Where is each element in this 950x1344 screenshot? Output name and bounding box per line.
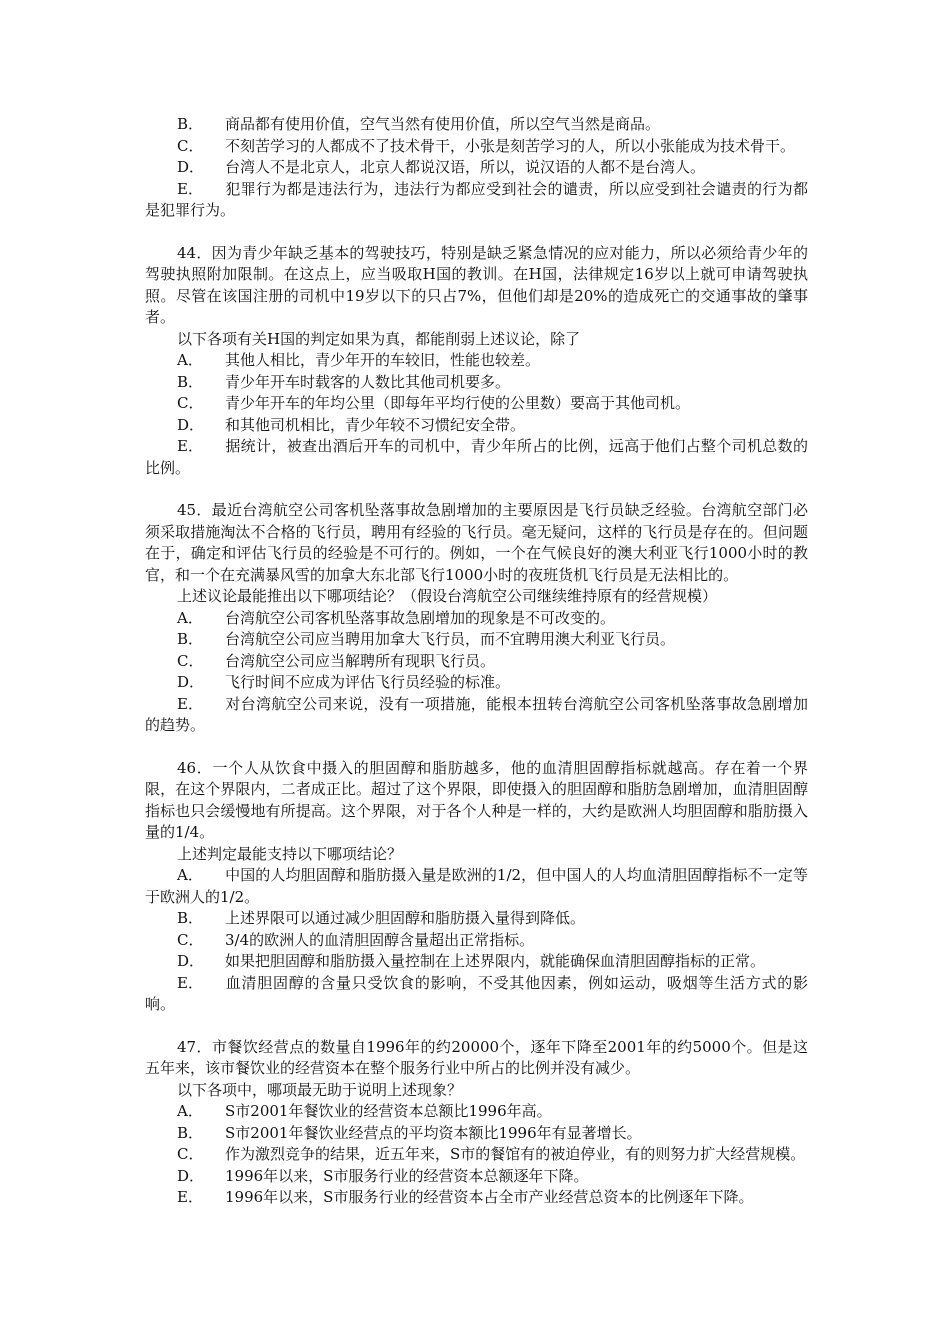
q44-option-c — [145, 393, 808, 415]
q43-option-c — [145, 136, 808, 158]
option-label: E． — [177, 1188, 203, 1206]
question-spacer — [145, 1016, 808, 1037]
option-label: A． — [177, 866, 203, 884]
q43-option-b — [145, 114, 808, 136]
q44-option-b — [145, 372, 808, 394]
option-text: 1996年以来，S市服务行业的经营资本占全市产业经营总资本的比例逐年下降。 — [225, 1188, 754, 1206]
option-text: 1996年以来，S市服务行业的经营资本总额逐年下降。 — [225, 1166, 589, 1185]
q46-option-a — [145, 865, 808, 908]
q47-option-c — [145, 1144, 808, 1166]
option-label: C． — [177, 136, 204, 155]
q46-option-c — [145, 930, 808, 952]
question-spacer — [145, 222, 808, 243]
q44-option-e — [145, 436, 808, 479]
q45-option-a — [145, 608, 808, 630]
option-text: 对台湾航空公司来说，没有一项措施，能根本扭转台湾航空公司客机坠落事故急剧增加的趋势。 — [145, 694, 808, 734]
option-label: A． — [177, 351, 203, 369]
q47-question: 以下各项中，哪项最无助于说明上述现象？ — [177, 1080, 463, 1099]
option-label: D． — [177, 415, 205, 434]
q44-option-a — [145, 350, 808, 372]
option-label: E． — [177, 694, 203, 713]
q47-option-a — [145, 1101, 808, 1123]
option-label: B． — [177, 372, 204, 391]
q46-option-b — [145, 908, 808, 930]
option-label: D． — [177, 952, 205, 970]
q46-option-d — [145, 951, 808, 973]
option-label: A． — [177, 1102, 203, 1120]
q45-option-d — [145, 672, 808, 694]
q43-option-e — [145, 179, 808, 222]
option-text: 飞行时间不应成为评估飞行员经验的标准。 — [225, 673, 511, 691]
option-label: E． — [177, 973, 203, 992]
option-text: 犯罪行为都是违法行为，违法行为都应受到社会的谴责，所以应受到社会谴责的行为都是犯罪行为。 — [145, 179, 808, 219]
q45-option-c — [145, 651, 808, 673]
option-text: 和其他司机相比，青少年较不习惯纪安全带。 — [225, 415, 526, 434]
option-text: 台湾航空公司应当聘用加拿大飞行员，而不宜聘用澳大利亚飞行员。 — [225, 630, 676, 648]
q44-option-d — [145, 415, 808, 437]
option-label: E． — [177, 437, 203, 455]
option-label: C． — [177, 1145, 204, 1163]
option-text: 商品都有使用价值，空气当然有使用价值，所以空气当然是商品。 — [225, 115, 661, 133]
q44-stem: 44．因为青少年缺乏基本的驾驶技巧，特别是缺乏紧急情况的应对能力，所以必须给青少年的驾驶执照附加限制。在这点上，应当吸取H国的教训。在H国，法律规定16岁以上就可申请驾驶执照。尽管在该国注册的司机中19岁以下的只占7%，但他们却是20%的造成死亡的交通事故的肇事者。 — [145, 243, 808, 326]
option-text: 上述界限可以通过减少胆固醇和脂肪摄入量得到降低。 — [225, 909, 586, 927]
q45-option-e — [145, 694, 808, 737]
q45-stem: 45．最近台湾航空公司客机坠落事故急剧增加的主要原因是飞行员缺乏经验。台湾航空部门必须采取措施淘汰不合格的飞行员，聘用有经验的飞行员。毫无疑问，这样的飞行员是存在的。但问题在于，确定和评估飞行员的经验是不可行的。例如，一个在气候良好的澳大利亚飞行1000小时的教官，和一个在充满暴风雪的加拿大东北部飞行1000小时的夜班货机飞行员是无法相比的。 — [145, 501, 808, 584]
option-label: B． — [177, 115, 204, 133]
option-text: S市2001年餐饮业的经营资本总额比1996年高。 — [225, 1102, 552, 1120]
q45-question: 上述议论最能推出以下哪项结论？（假设台湾航空公司继续维持原有的经营规模） — [177, 587, 718, 605]
option-label: C． — [177, 651, 204, 670]
q47-option-d — [145, 1166, 808, 1188]
option-text: 其他人相比，青少年开的车较旧，性能也较差。 — [225, 351, 541, 369]
q47-option-e — [145, 1187, 808, 1209]
q46-option-e — [145, 973, 808, 1016]
option-text: 作为激烈竞争的结果，近五年来，S市的餐馆有的被迫停业，有的则努力扩大经营规模。 — [225, 1145, 806, 1163]
q44-question: 以下各项有关H国的判定如果为真，都能削弱上述议论，除了 — [177, 329, 581, 348]
option-text: 中国的人均胆固醇和脂肪摄入量是欧洲的1/2，但中国人的人均血清胆固醇指标不一定等于欧洲人的1/2。 — [145, 866, 808, 906]
option-text: 据统计，被查出酒后开车的司机中，青少年所占的比例，远高于他们占整个司机总数的比例。 — [145, 437, 808, 477]
q46-stem: 46．一个人从饮食中摄入的胆固醇和脂肪越多，他的血清胆固醇指标就越高。存在着一个界限，在这个界限内，二者成正比。超过了这个界限，即使摄入的胆固醇和脂肪急剧增加，血清胆固醇指标也只会缓慢地有所提高。这个界限，对于各个人种是一样的，大约是欧洲人均胆固醇和脂肪摄入量的1/4。 — [145, 758, 808, 841]
option-label: A． — [177, 608, 203, 627]
option-label: B． — [177, 909, 204, 927]
option-text: 青少年开车时载客的人数比其他司机要多。 — [225, 372, 511, 391]
q45-option-b — [145, 629, 808, 651]
option-label: B． — [177, 1123, 204, 1142]
q46-question: 上述判定最能支持以下哪项结论？ — [177, 844, 403, 863]
option-text: S市2001年餐饮业经营点的平均资本额比1996年有显著增长。 — [225, 1123, 642, 1142]
option-text: 台湾人不是北京人，北京人都说汉语，所以，说汉语的人都不是台湾人。 — [225, 158, 706, 176]
option-label: D． — [177, 673, 205, 691]
option-label: B． — [177, 630, 204, 648]
option-text: 青少年开车的年均公里（即每年平均行使的公里数）要高于其他司机。 — [225, 394, 691, 412]
option-text: 不刻苦学习的人都成不了技术骨干，小张是刻苦学习的人，所以小张能成为技术骨干。 — [225, 136, 796, 155]
option-text: 如果把胆固醇和脂肪摄入量控制在上述界限内，就能确保血清胆固醇指标的正常。 — [225, 952, 766, 970]
question-spacer — [145, 479, 808, 500]
option-text: 台湾航空公司应当解聘所有现职飞行员。 — [225, 651, 496, 670]
option-text: 台湾航空公司客机坠落事故急剧增加的现象是不可改变的。 — [225, 608, 616, 627]
option-label: C． — [177, 930, 204, 949]
q43-option-d — [145, 157, 808, 179]
q47-stem: 47．市餐饮经营点的数量自1996年的约20000个，逐年下降至2001年的约5000个。但是这五年来，该市餐饮业的经营资本在整个服务行业中所占的比例并没有减少。 — [145, 1037, 808, 1077]
option-label: C． — [177, 394, 204, 412]
question-spacer — [145, 737, 808, 758]
option-text: 血清胆固醇的含量只受饮食的影响，不受其他因素，例如运动，吸烟等生活方式的影响。 — [145, 973, 808, 1013]
option-label: D． — [177, 158, 205, 176]
option-text: 3/4的欧洲人的血清胆固醇含量超出正常指标。 — [225, 930, 535, 949]
option-label: E． — [177, 179, 203, 198]
q47-option-b — [145, 1123, 808, 1145]
option-label: D． — [177, 1166, 205, 1185]
